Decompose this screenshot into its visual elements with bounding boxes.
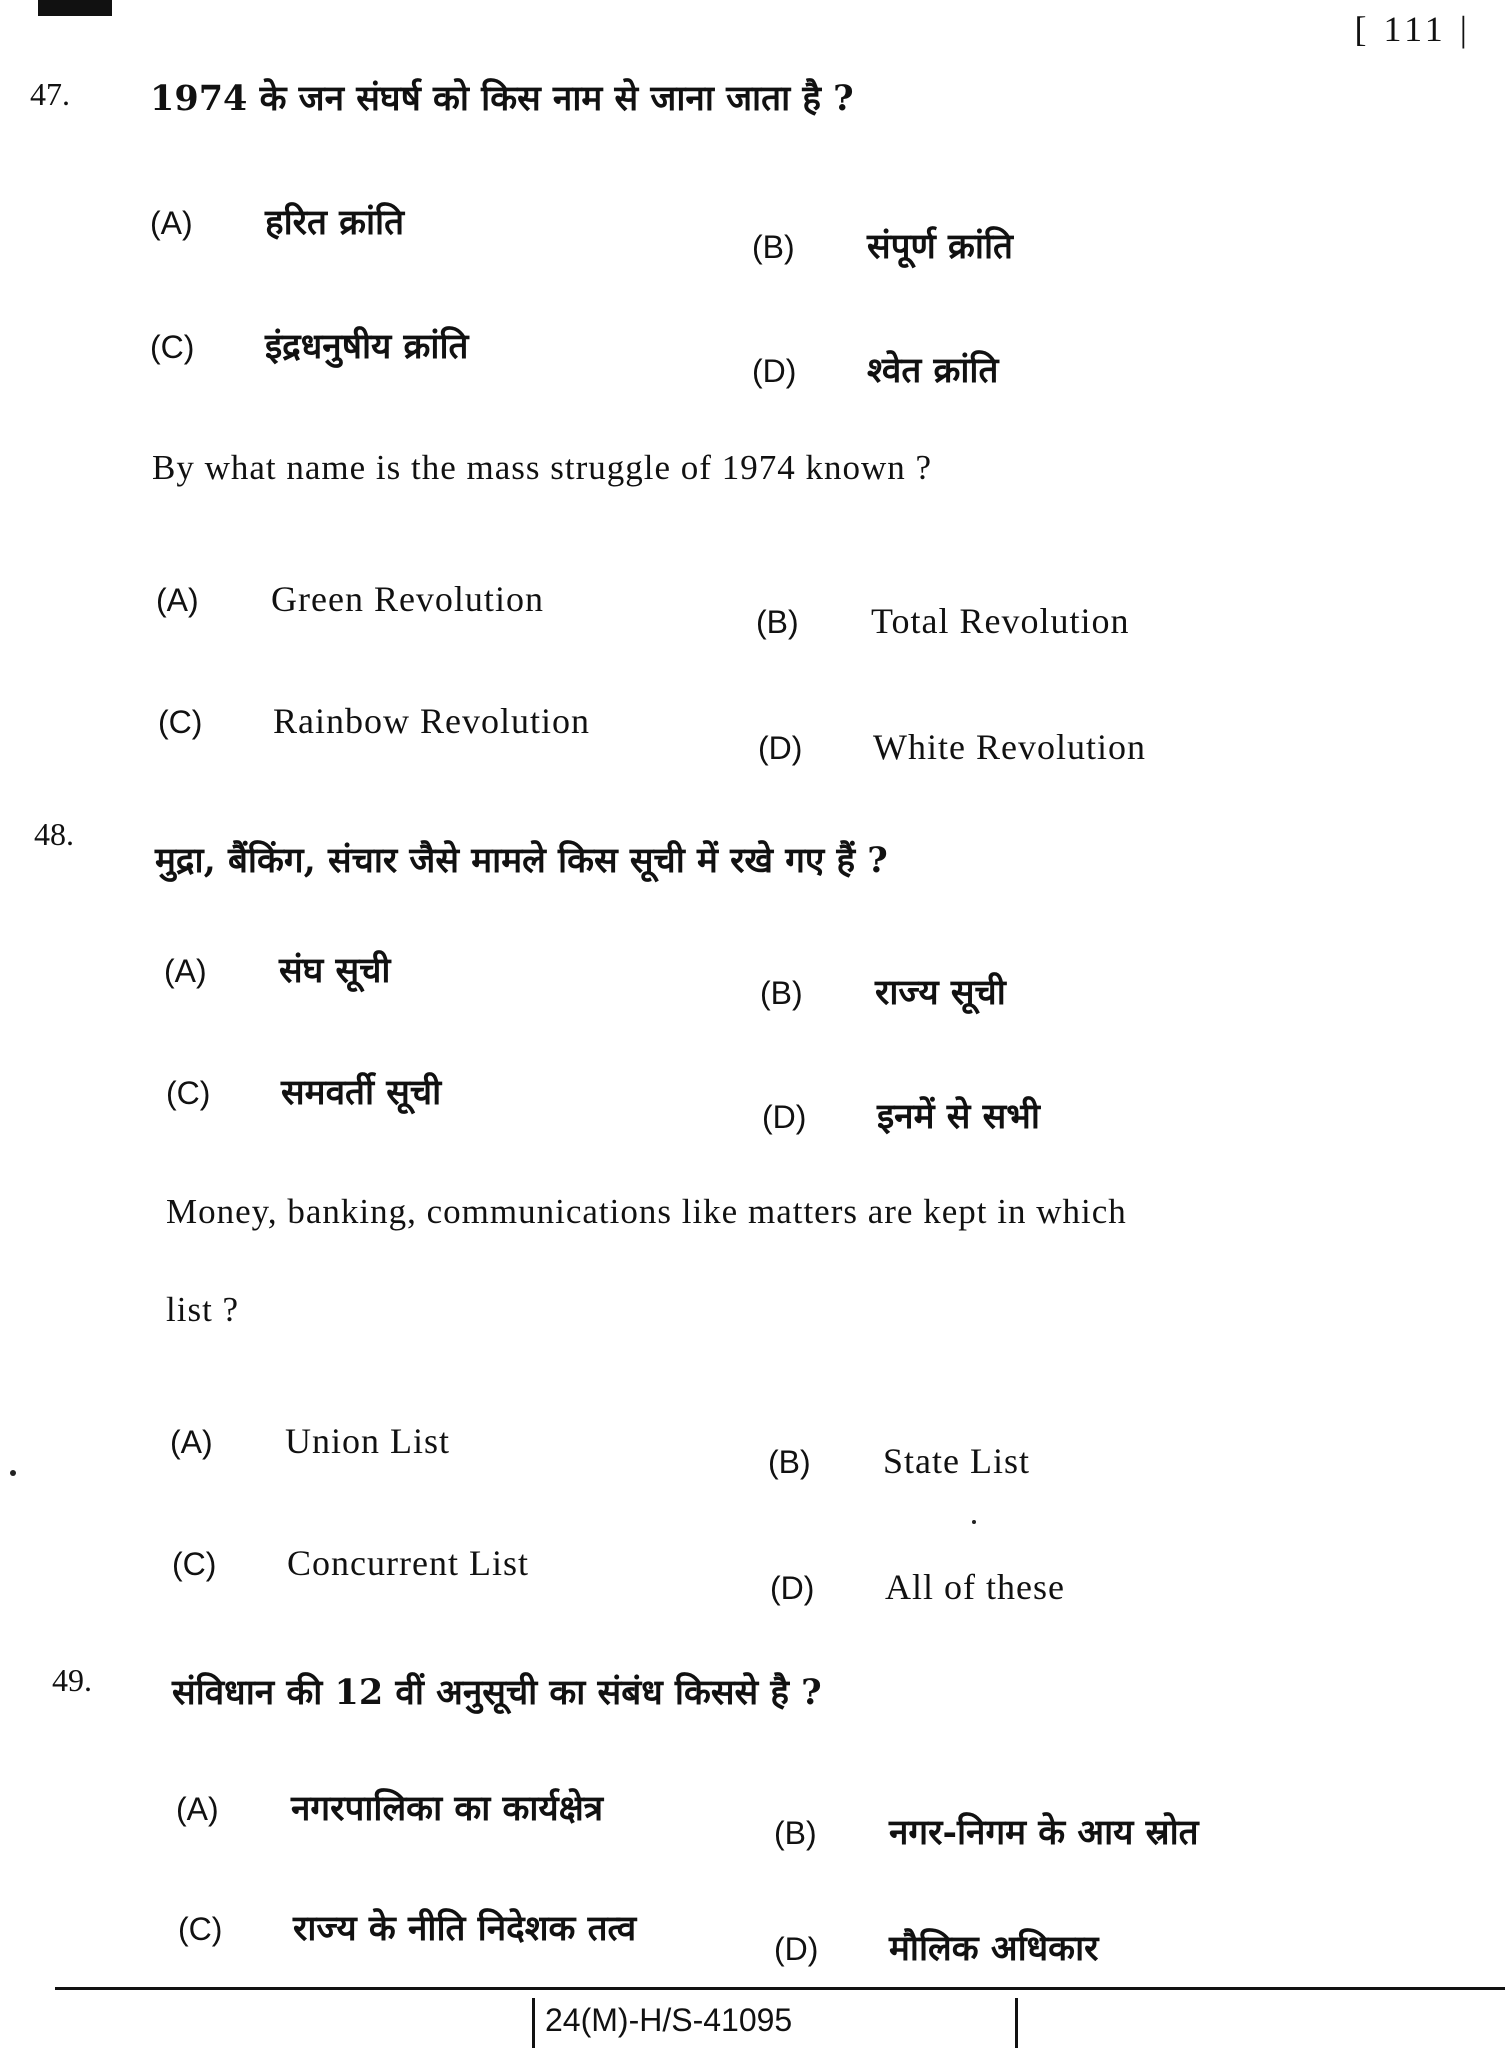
question-47-english-option-a [156, 578, 544, 620]
question-47-english-option-d [758, 726, 1146, 768]
option-text: समवर्ती सूची [281, 1072, 442, 1113]
option-key: (B) [752, 229, 795, 265]
footer-rule [55, 1987, 1505, 1990]
option-key: (A) [170, 1424, 213, 1460]
option-text: White Revolution [873, 727, 1146, 767]
option-key: (B) [760, 975, 803, 1011]
scan-speck [972, 1520, 976, 1524]
option-text: हरित क्रांति [265, 202, 405, 243]
question-49-hindi-option-a [176, 1784, 603, 1831]
question-47-hindi-option-a [150, 198, 404, 245]
question-48-english-option-a [170, 1420, 450, 1462]
option-text: संपूर्ण क्रांति [867, 226, 1013, 267]
question-48-hindi-option-a [164, 946, 390, 993]
option-text: Total Revolution [871, 601, 1130, 641]
option-text: नगर-निगम के आय स्रोत [889, 1812, 1199, 1853]
option-key: (D) [762, 1099, 807, 1135]
option-key: (B) [774, 1815, 817, 1851]
option-key: (D) [752, 353, 797, 389]
option-text: श्वेत क्रांति [867, 350, 999, 391]
option-text: State List [883, 1441, 1030, 1481]
option-key: (D) [758, 730, 803, 766]
question-47-hindi: 1974 के जन संघर्ष को किस नाम से जाना जाता है ? [150, 78, 854, 119]
page-corner-tab [38, 0, 112, 16]
option-key: (C) [158, 704, 203, 740]
question-47-hindi-option-c [150, 322, 468, 369]
option-text: Green Revolution [271, 579, 544, 619]
question-47-english-option-b [756, 600, 1129, 642]
option-key: (C) [166, 1075, 211, 1111]
option-text: Rainbow Revolution [273, 701, 590, 741]
question-48-english-option-b [768, 1440, 1030, 1482]
option-key: (A) [150, 205, 193, 241]
option-key: (A) [176, 1791, 219, 1827]
question-48-english-option-c [172, 1542, 529, 1584]
option-key: (C) [178, 1911, 223, 1947]
option-text: संघ सूची [279, 950, 391, 991]
question-48-number: 48. [34, 816, 74, 852]
option-text: नगरपालिका का कार्यक्षेत्र [291, 1788, 604, 1829]
question-49-hindi: संविधान की 12 वीं अनुसूची का संबंध किससे है ? [172, 1672, 822, 1713]
option-key: (D) [774, 1931, 819, 1967]
question-49-number: 49. [52, 1662, 92, 1698]
question-47-english-option-c [158, 700, 590, 742]
question-49-hindi-option-d [774, 1924, 1098, 1971]
option-key: (A) [164, 953, 207, 989]
option-text: Union List [285, 1421, 451, 1461]
option-key: (B) [756, 604, 799, 640]
question-48-hindi-option-d [762, 1092, 1040, 1139]
footer-code: 24(M)-H/S-41095 [545, 2002, 793, 2038]
option-key: (C) [172, 1546, 217, 1582]
question-47-english: By what name is the mass struggle of 1974 known ? [152, 448, 933, 487]
question-47-hindi-option-d [752, 346, 998, 393]
option-text: इंद्रधनुषीय क्रांति [265, 326, 469, 367]
option-key: (A) [156, 582, 199, 618]
question-48-hindi-option-c [166, 1068, 441, 1115]
option-text: Concurrent List [287, 1543, 529, 1583]
question-48-hindi: मुद्रा, बैंकिंग, संचार जैसे मामले किस सूची में रखे गए हैं ? [155, 840, 888, 881]
question-48-english-option-d [770, 1566, 1065, 1608]
scan-speck [10, 1470, 16, 1476]
question-49-hindi-option-c [178, 1904, 636, 1951]
option-text: राज्य सूची [875, 972, 1006, 1013]
question-48-hindi-option-b [760, 968, 1006, 1015]
page-number: [ 111 | [1354, 9, 1471, 49]
option-text: इनमें से सभी [877, 1096, 1040, 1137]
option-key: (C) [150, 329, 195, 365]
question-47-hindi-option-b [752, 222, 1013, 269]
option-text: All of these [885, 1567, 1065, 1607]
question-47-number: 47. [30, 76, 70, 112]
option-key: (D) [770, 1570, 815, 1606]
question-49-hindi-option-b [774, 1808, 1199, 1855]
question-48-english-line-1: Money, banking, communications like matters are kept in which [166, 1192, 1127, 1231]
option-text: मौलिक अधिकार [889, 1928, 1099, 1969]
option-key: (B) [768, 1444, 811, 1480]
option-text: राज्य के नीति निदेशक तत्व [293, 1908, 637, 1949]
question-48-english-line-2: list ? [166, 1290, 240, 1329]
